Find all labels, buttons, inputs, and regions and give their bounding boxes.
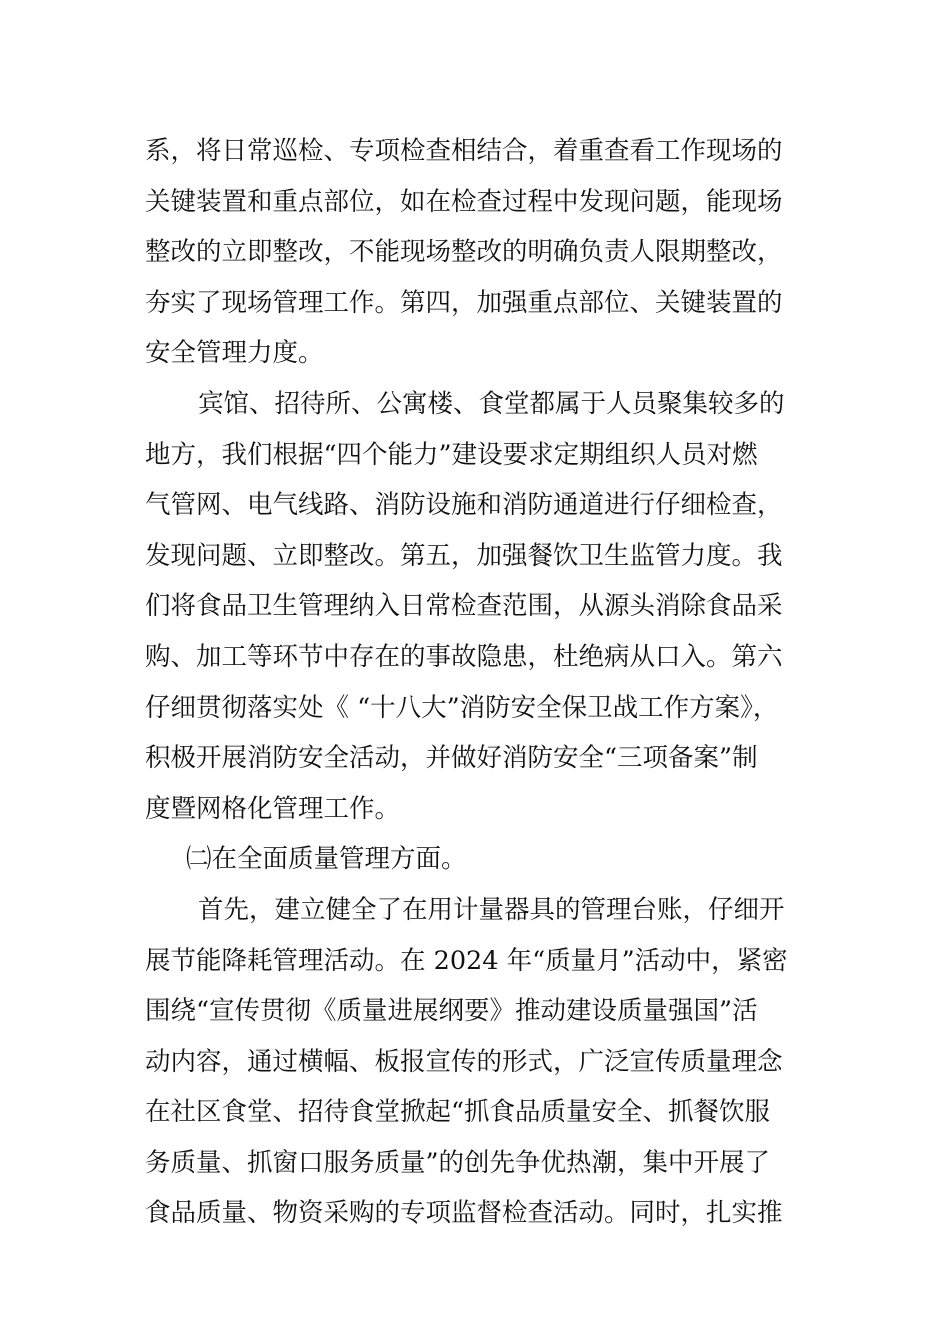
paragraph-line: 系，将日常巡检、专项检查相结合，着重查看工作现场的 <box>145 136 783 166</box>
paragraph-line: 气管网、电气线路、消防设施和消防通道进行仔细检查， <box>145 490 783 521</box>
paragraph-line: 关键装置和重点部位，如在检查过程中发现问题，能现场 <box>145 186 783 217</box>
paragraph-line: 发现问题、立即整改。第五，加强餐饮卫生监管力度。我 <box>145 540 783 571</box>
paragraph-line: 宾馆、招待所、公寓楼、食堂都属于人员聚集较多的 <box>198 388 785 419</box>
paragraph-line: 首先，建立健全了在用计量器具的管理台账，仔细开 <box>198 894 785 925</box>
paragraph-line: 动内容，通过横幅、板报宣传的形式，广泛宣传质量理念 <box>145 1046 783 1077</box>
paragraph-line: 夯实了现场管理工作。第四，加强重点部位、关键装置的 <box>145 287 783 318</box>
paragraph-line: 在社区食堂、招待食堂掀起“抓食品质量安全、抓餐饮服 <box>145 1097 771 1128</box>
paragraph-line: 们将食品卫生管理纳入日常检查范围，从源头消除食品采 <box>145 591 783 622</box>
paragraph-line: 食品质量、物资采购的专项监督检查活动。同时，扎实推 <box>145 1198 783 1229</box>
paragraph-line: 围绕“宣传贯彻《质量进展纲要》推动建设质量强国”活 <box>145 996 758 1027</box>
paragraph-line: 度暨网格化管理工作。 <box>145 793 401 824</box>
paragraph-line: 整改的立即整改，不能现场整改的明确负责人限期整改， <box>145 237 783 268</box>
paragraph-line: 购、加工等环节中存在的事故隐患，杜绝病从口入。第六 <box>145 641 783 672</box>
paragraph-line: 安全管理力度。 <box>145 338 324 369</box>
paragraph-line: 务质量、抓窗口服务质量”的创先争优热潮，集中开展了 <box>145 1147 771 1178</box>
paragraph-line: 积极开展消防安全活动，并做好消防安全“三项备案”制 <box>145 743 758 774</box>
document-body <box>145 126 825 1239</box>
paragraph-line: 展节能降耗管理活动。在 2024 年“质量月”活动中，紧密 <box>145 945 788 976</box>
paragraph-line: 仔细贯彻落实处《 “十八大”消防安全保卫战工作方案》， <box>145 692 779 723</box>
paragraph-line: 地方，我们根据“四个能力”建设要求定期组织人员对燃 <box>145 439 758 470</box>
section-heading: ㈡在全面质量管理方面。 <box>186 844 467 875</box>
